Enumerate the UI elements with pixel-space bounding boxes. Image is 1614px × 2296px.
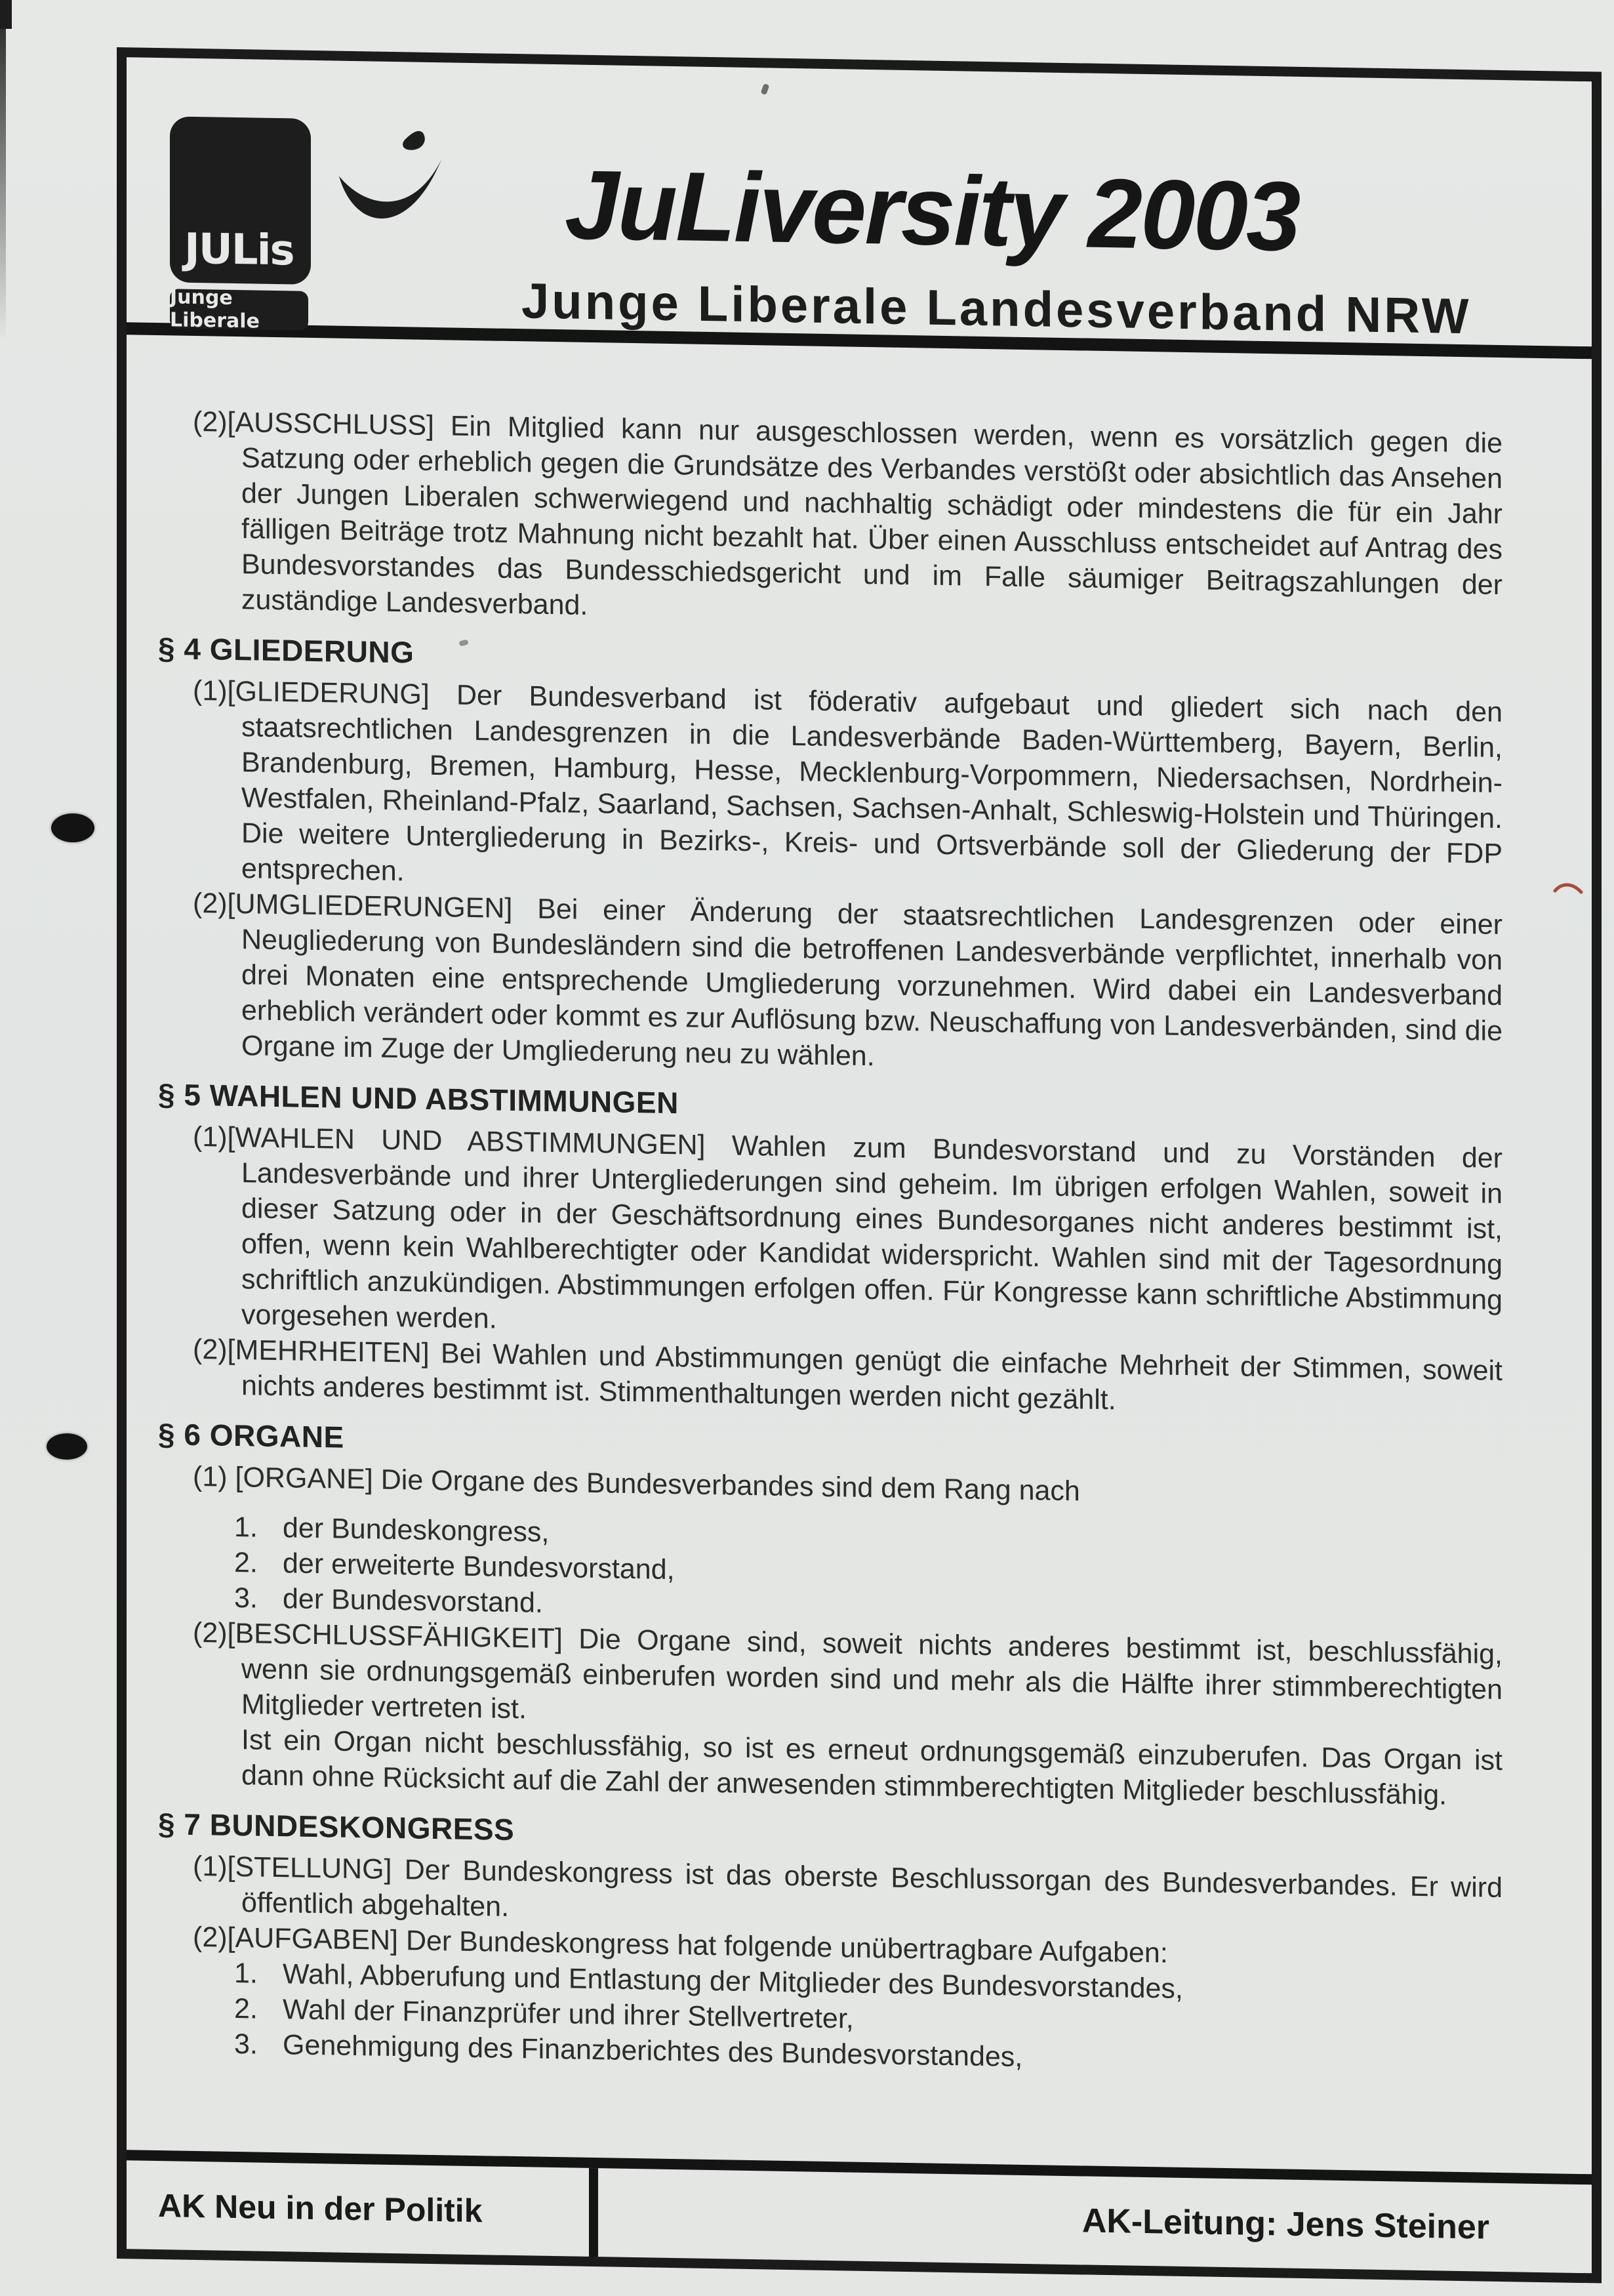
paragraph-number: (2)[BESCHLUSSFÄHIGKEIT] [193,1616,563,1655]
red-pen-mark [1553,880,1583,900]
swoosh-icon [335,125,448,247]
paragraph: (1) [ORGANE] Die Organe des Bundesverbandes sind dem Rang nach [193,1460,1080,1507]
list-number: 1. [234,1957,258,1990]
paragraph: (2)[AUSSCHLUSS] Ein Mitglied kann nur ausgeschlossen werden, wenn es vorsätzlich gegen die Satzung oder erheblich gegen die Grundsätze des Verbandes verstößt oder absichtlich das Ansehen der Jungen Liberalen schwerwiegend und nachhaltig schädigt oder mindestens die für ein Jahr fälligen Beiträge trotz Mahnung nicht bezahlt hat. Über einen Ausschluss entscheidet auf Antrag des Bundesvorstandes das Bundesschiedsgericht und im Falle säumiger Beitragszahlungen der zuständige Landesverband. [193,405,1503,621]
statute-text-area [127,335,1592,2174]
footer-leader-label: AK-Leitung: Jens Steiner [1081,2201,1489,2247]
paragraph-number: (2)[MEHRHEITEN] [193,1333,430,1369]
list-number: 3. [234,2028,258,2060]
paragraph-number: (1)[GLIEDERUNG] [193,674,430,710]
punch-hole-bottom [47,1433,87,1460]
list-item: 1. Wahl, Abberufung und Entlastung der Mitglieder des Bundesvorstandes, [193,1955,1503,2012]
scan-edge-shadow [0,0,6,341]
julis-logo-wordmark: JULis [184,224,294,276]
julis-logo [170,116,311,285]
paragraph: (1)[WAHLEN UND ABSTIMMUNGEN] Wahlen zum Bundesvorstand und zu Vorständen der Landesverbände und ihrer Untergliederungen sind geheim. Im übrigen erfolgen Wahlen, soweit in dieser Satzung oder in der Geschäftsordnung eines Bundesorganes nicht anderes bestimmt ist, offen, wenn kein Wahlberechtigter oder Kandidat widerspricht. Wahlen sind mit der Tagesordnung schriftlich anzukündigen. Abstimmungen erfolgen offen. Für Kongresse kann schriftliche Abstimmung vorgesehen werden. [193,1120,1503,1335]
list-item: 1. der Bundeskongress, [193,1509,1503,1566]
scan-corner-mark [0,0,12,29]
paragraph-number: (2)[UMGLIEDERUNGEN] [193,887,513,925]
page-subtitle: Junge Liberale Landesverband NRW [521,273,1472,345]
list-number: 3. [234,1582,258,1614]
junge-liberale-badge: Junge Liberale [170,289,308,330]
section-heading: § 7 BUNDESKONGRESS [158,1807,515,1847]
list-number: 1. [234,1511,258,1544]
section-heading: § 6 ORGANE [158,1417,344,1454]
list-number: 2. [234,1546,258,1579]
paragraph: (2)[MEHRHEITEN] Bei Wahlen und Abstimmungen genügt die einfache Mehrheit der Stimmen, soweit nichts anderes bestimmt ist. Stimmenthaltungen werden nicht gezählt. [193,1333,1503,1416]
paragraph: (2)[AUFGABEN] Der Bundeskongress hat folgende unübertragbare Aufgaben: [193,1921,1168,1969]
paragraph-number: (1)[STELLUNG] [193,1850,392,1885]
paragraph: (2)[UMGLIEDERUNGEN] Bei einer Änderung der staatsrechtlichen Landesgrenzen oder einer Neugliederung von Bundesländern sind die betroffenen Landesverbände verpflichtet, innerhalb von drei Monaten eine entsprechende Umgliederung vorzunehmen. Wird dabei ein Landesverband erheblich verändert oder kommt es zur Auflösung bzw. Neuschaffung von Landesverbänden, sind die Organe im Zuge der Umgliederung neu zu wählen. [193,887,1503,1073]
paragraph-continuation: Ist ein Organ nicht beschlussfähig, so ist es erneut ordnungsgemäß einzuberufen. Das Organ ist dann ohne Rücksicht auf die Zahl der anwesenden stimmberechtigten Mitglieder beschlussfähig. [241,1724,1503,1811]
paragraph-number: (2)[AUFGABEN] [193,1921,398,1957]
document-header [127,57,1592,359]
footer-workgroup-label: AK Neu in der Politik [127,2160,598,2257]
section-heading: § 4 GLIEDERUNG [158,631,414,670]
list-item: 2. der erweiterte Bundesvorstand, [193,1544,1503,1601]
punch-hole-top [51,813,94,842]
paragraph-number: (1) [193,1460,228,1493]
section-heading: § 5 WAHLEN UND ABSTIMMUNGEN [158,1077,679,1120]
paragraph: (1)[STELLUNG] Der Bundeskongress ist das oberste Beschlussorgan des Bundesverbandes. Er wird öffentlich abgehalten. [193,1850,1503,1923]
paragraph: (1)[GLIEDERUNG] Der Bundesverband ist föderativ aufgebaut und gliedert sich nach den staatsrechtlichen Landesgrenzen in die Landesverbände Baden-Württemberg, Bayern, Berlin, Brandenburg, Bremen, Hamburg, Hesse, Mecklenburg-Vorpommern, Niedersachsen, Nordrhein-Westfalen, Rheinland-Pfalz, Saarland, Sachsen, Sachsen-Anhalt, Schleswig-Holstein und Thüringen. Die weitere Untergliederung in Bezirks-, Kreis- und Ortsverbände soll der Gliederung der FDP entsprechen. [193,674,1503,888]
list-item: 2. Wahl der Finanzprüfer und ihrer Stellvertreter, [193,1990,1503,2047]
paragraph-number: (2)[AUSSCHLUSS] [193,405,434,442]
list-item: 3. der Bundesvorstand. [193,1580,1503,1637]
page-title: JuLiversity 2003 [565,149,1299,272]
paragraph-number: (1)[WAHLEN UND ABSTIMMUNGEN] [193,1120,706,1161]
paragraph: (2)[BESCHLUSSFÄHIGKEIT] Die Organe sind, soweit nichts anderes bestimmt ist, beschlussfähig, wenn sie ordnungsgemäß einberufen worden sind und mehr als die Hälfte ihrer stimmberechtigten Mitglieder vertreten ist. [193,1616,1503,1725]
list-number: 2. [234,1992,258,2025]
list-item: 3. Genehmigung des Finanzberichtes des Bundesvorstandes, [193,2026,1503,2083]
page-border-frame [117,47,1602,2284]
